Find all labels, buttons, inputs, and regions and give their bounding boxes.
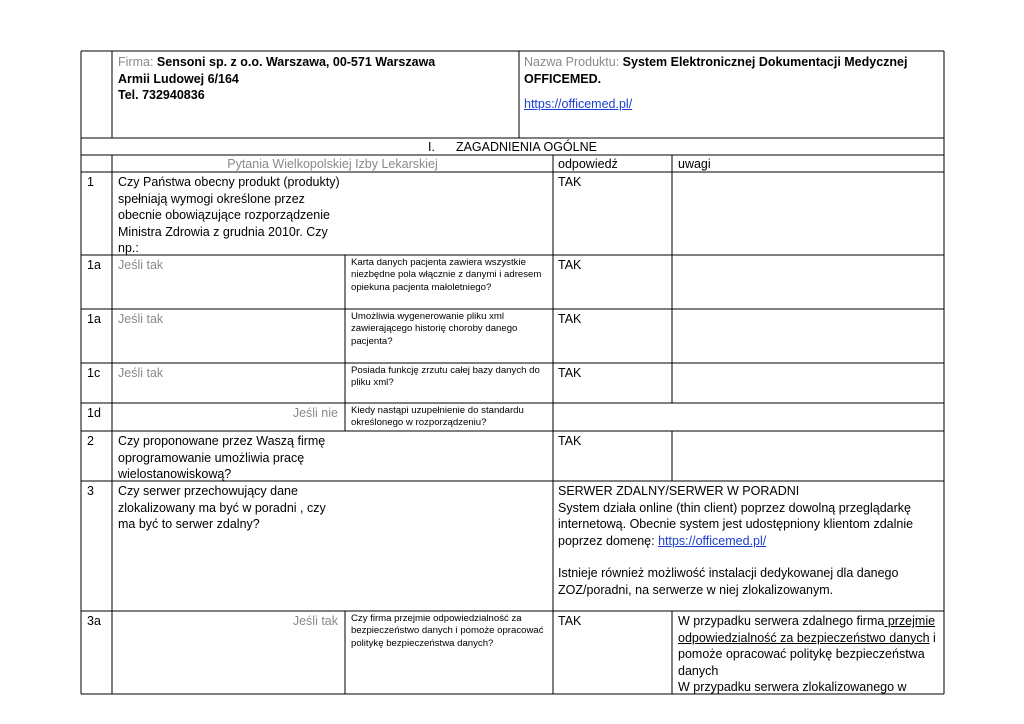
answer-text: TAK bbox=[558, 312, 582, 326]
remark-line: W przypadku serwera zlokalizowanego w bbox=[678, 680, 907, 694]
remark-block bbox=[678, 613, 940, 694]
section-number: I. bbox=[428, 140, 435, 154]
condition-label: Jeśli tak bbox=[118, 312, 164, 326]
answer-text: TAK bbox=[558, 366, 582, 380]
section-heading: ZAGADNIENIA OGÓLNE bbox=[455, 140, 597, 154]
row-number: 2 bbox=[87, 434, 94, 448]
condition-label: Jeśli tak bbox=[292, 614, 338, 628]
row-number: 1a bbox=[87, 258, 101, 272]
sub-question-text: Posiada funkcję zrzutu całej bazy danych do pliku xml? bbox=[351, 365, 540, 389]
answer-link[interactable]: https://officemed.pl/ bbox=[658, 533, 767, 548]
column-header-questions: Pytania Wielkopolskiej Izby Lekarskiej bbox=[227, 157, 438, 171]
company-label: Firma: bbox=[118, 55, 154, 69]
product-label: Nazwa Produktu: bbox=[524, 55, 620, 69]
company-info bbox=[118, 54, 514, 104]
product-info bbox=[524, 54, 940, 113]
row-number: 1 bbox=[87, 175, 94, 189]
sub-question-text: Karta danych pacjenta zawiera wszystkie niezbędne pola włącznie z danymi i adresem opiekuna pacjenta małoletniego? bbox=[351, 257, 542, 293]
answer-text: TAK bbox=[558, 614, 582, 628]
answer-dedicated-install: Istnieje również możliwość instalacji dedykowanej dla danego ZOZ/poradni, na serwerze w niej zlokalizowanym. bbox=[558, 566, 899, 597]
answer-text: TAK bbox=[558, 258, 582, 272]
row-number: 1d bbox=[87, 406, 101, 420]
row-number: 3 bbox=[87, 484, 94, 498]
answer-server-type: SERWER ZDALNY/SERWER W PORADNI bbox=[558, 484, 800, 498]
question-text: Czy Państwa obecny produkt (produkty) spełniają wymogi określone przez obecnie obowiązujące rozporządzenie Ministra Zdrowia z grudnia 2010r. Czy np.: bbox=[118, 175, 340, 255]
sub-question-text: Kiedy nastąpi uzupełnienie do standardu określonego w rozporządzeniu? bbox=[351, 405, 524, 429]
remark-text-cont: i pomoże opracować politykę bezpieczeństwa danych bbox=[678, 630, 936, 678]
condition-label: Jeśli tak bbox=[118, 258, 164, 272]
answer-description: System działa online (thin client) poprzez dowolną przeglądarkę internetową. Obecnie system jest udostępniony klientom zdalnie poprzez domenę: bbox=[558, 500, 914, 548]
answer-block bbox=[558, 483, 940, 598]
sub-question-text: Umożliwia wygenerowanie pliku xml zawierającego historię choroby danego pacjenta? bbox=[351, 311, 518, 347]
remark-underlined: przejmie odpowiedzialność za bezpieczeństwo danych bbox=[678, 614, 936, 645]
answer-text: TAK bbox=[558, 434, 582, 448]
question-text: Czy serwer przechowujący dane zlokalizowany ma być w poradni , czy ma być to serwer zdalny? bbox=[118, 484, 326, 531]
row-number: 1c bbox=[87, 366, 101, 380]
remark-text: W przypadku serwera zdalnego firma bbox=[678, 614, 885, 628]
company-phone: Tel. 732940836 bbox=[118, 88, 205, 102]
product-link[interactable]: https://officemed.pl/ bbox=[524, 97, 633, 111]
question-text: Czy proponowane przez Waszą firmę oprogramowanie umożliwia pracę wielostanowiskową? bbox=[118, 434, 326, 481]
row-number: 1a bbox=[87, 312, 101, 326]
column-header-remarks: uwagi bbox=[678, 157, 711, 171]
row-number: 3a bbox=[87, 614, 101, 628]
product-name-cont: OFFICEMED. bbox=[524, 71, 602, 86]
column-header-answer: odpowiedź bbox=[558, 157, 618, 171]
company-street: Armii Ludowej 6/164 bbox=[118, 71, 239, 86]
answer-text: TAK bbox=[558, 175, 582, 189]
section-title bbox=[81, 139, 944, 156]
condition-label: Jeśli nie bbox=[292, 406, 338, 420]
company-name: Sensoni sp. z o.o. Warszawa, 00-571 Warszawa bbox=[156, 55, 436, 69]
product-name: System Elektronicznej Dokumentacji Medycznej bbox=[622, 55, 908, 69]
condition-label: Jeśli tak bbox=[118, 366, 164, 380]
sub-question-text: Czy firma przejmie odpowiedzialność za bezpieczeństwo danych i pomoże opracować politykę bezpieczeństwa danych? bbox=[351, 613, 544, 649]
